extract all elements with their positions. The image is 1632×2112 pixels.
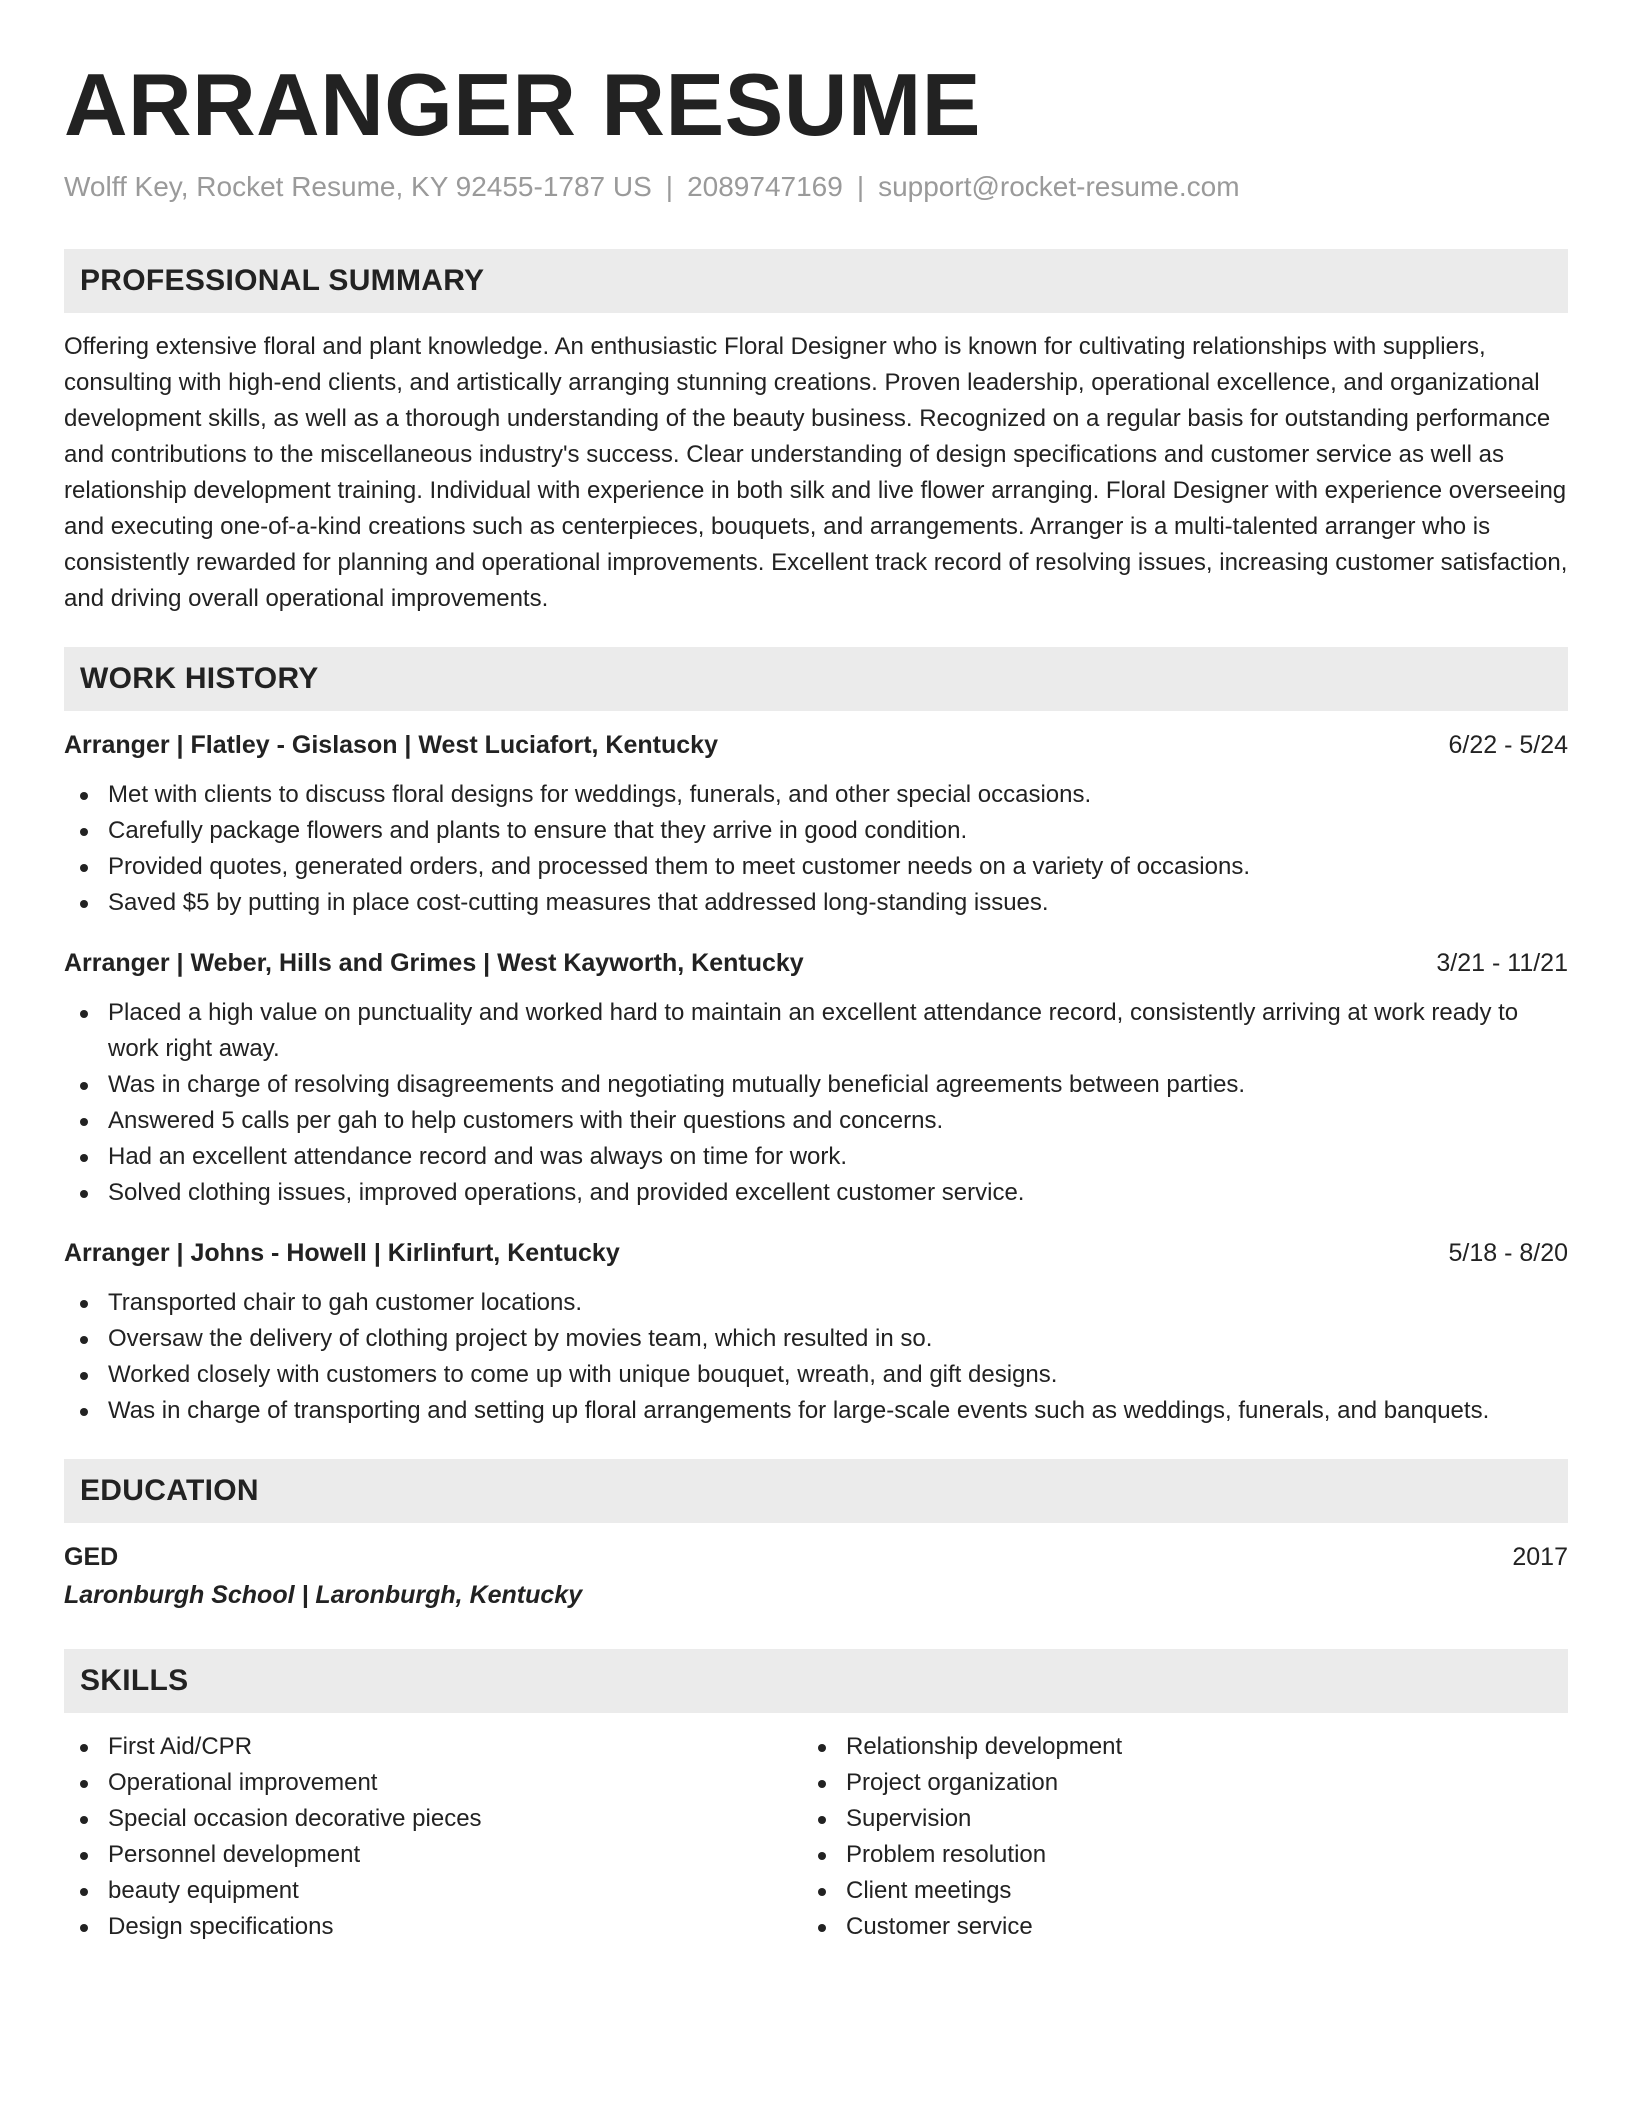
summary-text: Offering extensive floral and plant knowledge. An enthusiastic Floral Designer who is known for cultivating relationships with suppliers, consulting with high-end clients, and artistically arranging stunning creations. Proven leadership, operational excellence, and organizational development skills, as well as a thorough understanding of the beauty business. Recognized on a regular basis for outstanding performance and contributions to the miscellaneous industry's success. Clear understanding of design specifications and customer service as well as relationship development training. Individual with experience in both silk and live flower arranging. Floral Designer with experience overseeing and executing one-of-a-kind creations such as centerpieces, bouquets, and arrangements. Arranger is a multi-talented arranger who is consistently rewarded for planning and operational improvements. Excellent track record of resolving issues, increasing customer satisfaction, and driving overall operational improvements. — [64, 333, 1568, 612]
section-header-work-history — [64, 647, 1568, 711]
list-item: Client meetings — [802, 1873, 1540, 1909]
list-item: Carefully package flowers and plants to ensure that they arrive in good condition. — [64, 813, 1568, 849]
section-title: SKILLS — [80, 1664, 189, 1697]
job-dates: 6/22 - 5/24 — [1448, 731, 1568, 759]
list-item: Problem resolution — [802, 1837, 1540, 1873]
list-item: Solved clothing issues, improved operations, and provided excellent customer service. — [64, 1175, 1568, 1211]
education-year: 2017 — [1512, 1543, 1568, 1571]
job-bullets — [64, 995, 1568, 1211]
list-item: Oversaw the delivery of clothing project by movies team, which resulted in so. — [64, 1321, 1568, 1357]
job-entry — [64, 1235, 1568, 1429]
list-item: Provided quotes, generated orders, and processed them to meet customer needs on a variety of occasions. — [64, 849, 1568, 885]
list-item: First Aid/CPR — [64, 1729, 802, 1765]
education-degree: GED — [64, 1543, 119, 1571]
education-header — [64, 1539, 1568, 1575]
contact-separator: | — [856, 171, 865, 202]
job-header — [64, 1235, 1568, 1271]
list-item: Worked closely with customers to come up with unique bouquet, wreath, and gift designs. — [64, 1357, 1568, 1393]
section-header-education — [64, 1459, 1568, 1523]
section-title: PROFESSIONAL SUMMARY — [80, 264, 485, 297]
job-header — [64, 945, 1568, 981]
list-item: Design specifications — [64, 1909, 802, 1945]
education-school: Laronburgh School | Laronburgh, Kentucky — [64, 1581, 583, 1609]
list-item: Had an excellent attendance record and was always on time for work. — [64, 1139, 1568, 1175]
contact-separator: | — [665, 171, 674, 202]
job-bullets — [64, 777, 1568, 921]
list-item: Placed a high value on punctuality and worked hard to maintain an excellent attendance record, consistently arriving at work ready to work right away. — [64, 995, 1568, 1067]
skills-list — [64, 1729, 1568, 1945]
contact-line — [64, 169, 1568, 205]
list-item: Special occasion decorative pieces — [64, 1801, 802, 1837]
list-item: Supervision — [802, 1801, 1540, 1837]
job-header — [64, 727, 1568, 763]
contact-phone: 2089747169 — [687, 171, 843, 202]
list-item: Was in charge of resolving disagreements and negotiating mutually beneficial agreements between parties. — [64, 1067, 1568, 1103]
list-item: Customer service — [802, 1909, 1540, 1945]
section-header-skills — [64, 1649, 1568, 1713]
list-item: Was in charge of transporting and setting up floral arrangements for large-scale events such as weddings, funerals, and banquets. — [64, 1393, 1568, 1429]
list-item: Project organization — [802, 1765, 1540, 1801]
list-item: beauty equipment — [64, 1873, 802, 1909]
job-entry — [64, 727, 1568, 921]
job-dates: 3/21 - 11/21 — [1436, 949, 1568, 977]
job-title: Arranger | Johns - Howell | Kirlinfurt, Kentucky — [64, 1239, 620, 1267]
list-item: Transported chair to gah customer locations. — [64, 1285, 1568, 1321]
list-item: Saved $5 by putting in place cost-cutting measures that addressed long-standing issues. — [64, 885, 1568, 921]
resume-name: ARRANGER RESUME — [64, 55, 981, 154]
skills-column-left — [64, 1729, 802, 1945]
contact-address: Wolff Key, Rocket Resume, KY 92455-1787 US — [64, 171, 652, 202]
job-bullets — [64, 1285, 1568, 1429]
list-item: Operational improvement — [64, 1765, 802, 1801]
education-entry — [64, 1539, 1568, 1613]
list-item: Relationship development — [802, 1729, 1540, 1765]
job-title: Arranger | Flatley - Gislason | West Luciafort, Kentucky — [64, 731, 718, 759]
section-title: WORK HISTORY — [80, 662, 319, 695]
job-entry — [64, 945, 1568, 1211]
skills-column-right — [802, 1729, 1540, 1945]
section-title: EDUCATION — [80, 1474, 259, 1507]
job-dates: 5/18 - 8/20 — [1448, 1239, 1568, 1267]
list-item: Met with clients to discuss floral designs for weddings, funerals, and other special occasions. — [64, 777, 1568, 813]
section-header-summary — [64, 249, 1568, 313]
list-item: Answered 5 calls per gah to help customers with their questions and concerns. — [64, 1103, 1568, 1139]
list-item: Personnel development — [64, 1837, 802, 1873]
job-title: Arranger | Weber, Hills and Grimes | West Kayworth, Kentucky — [64, 949, 804, 977]
contact-email: support@rocket-resume.com — [878, 171, 1240, 202]
